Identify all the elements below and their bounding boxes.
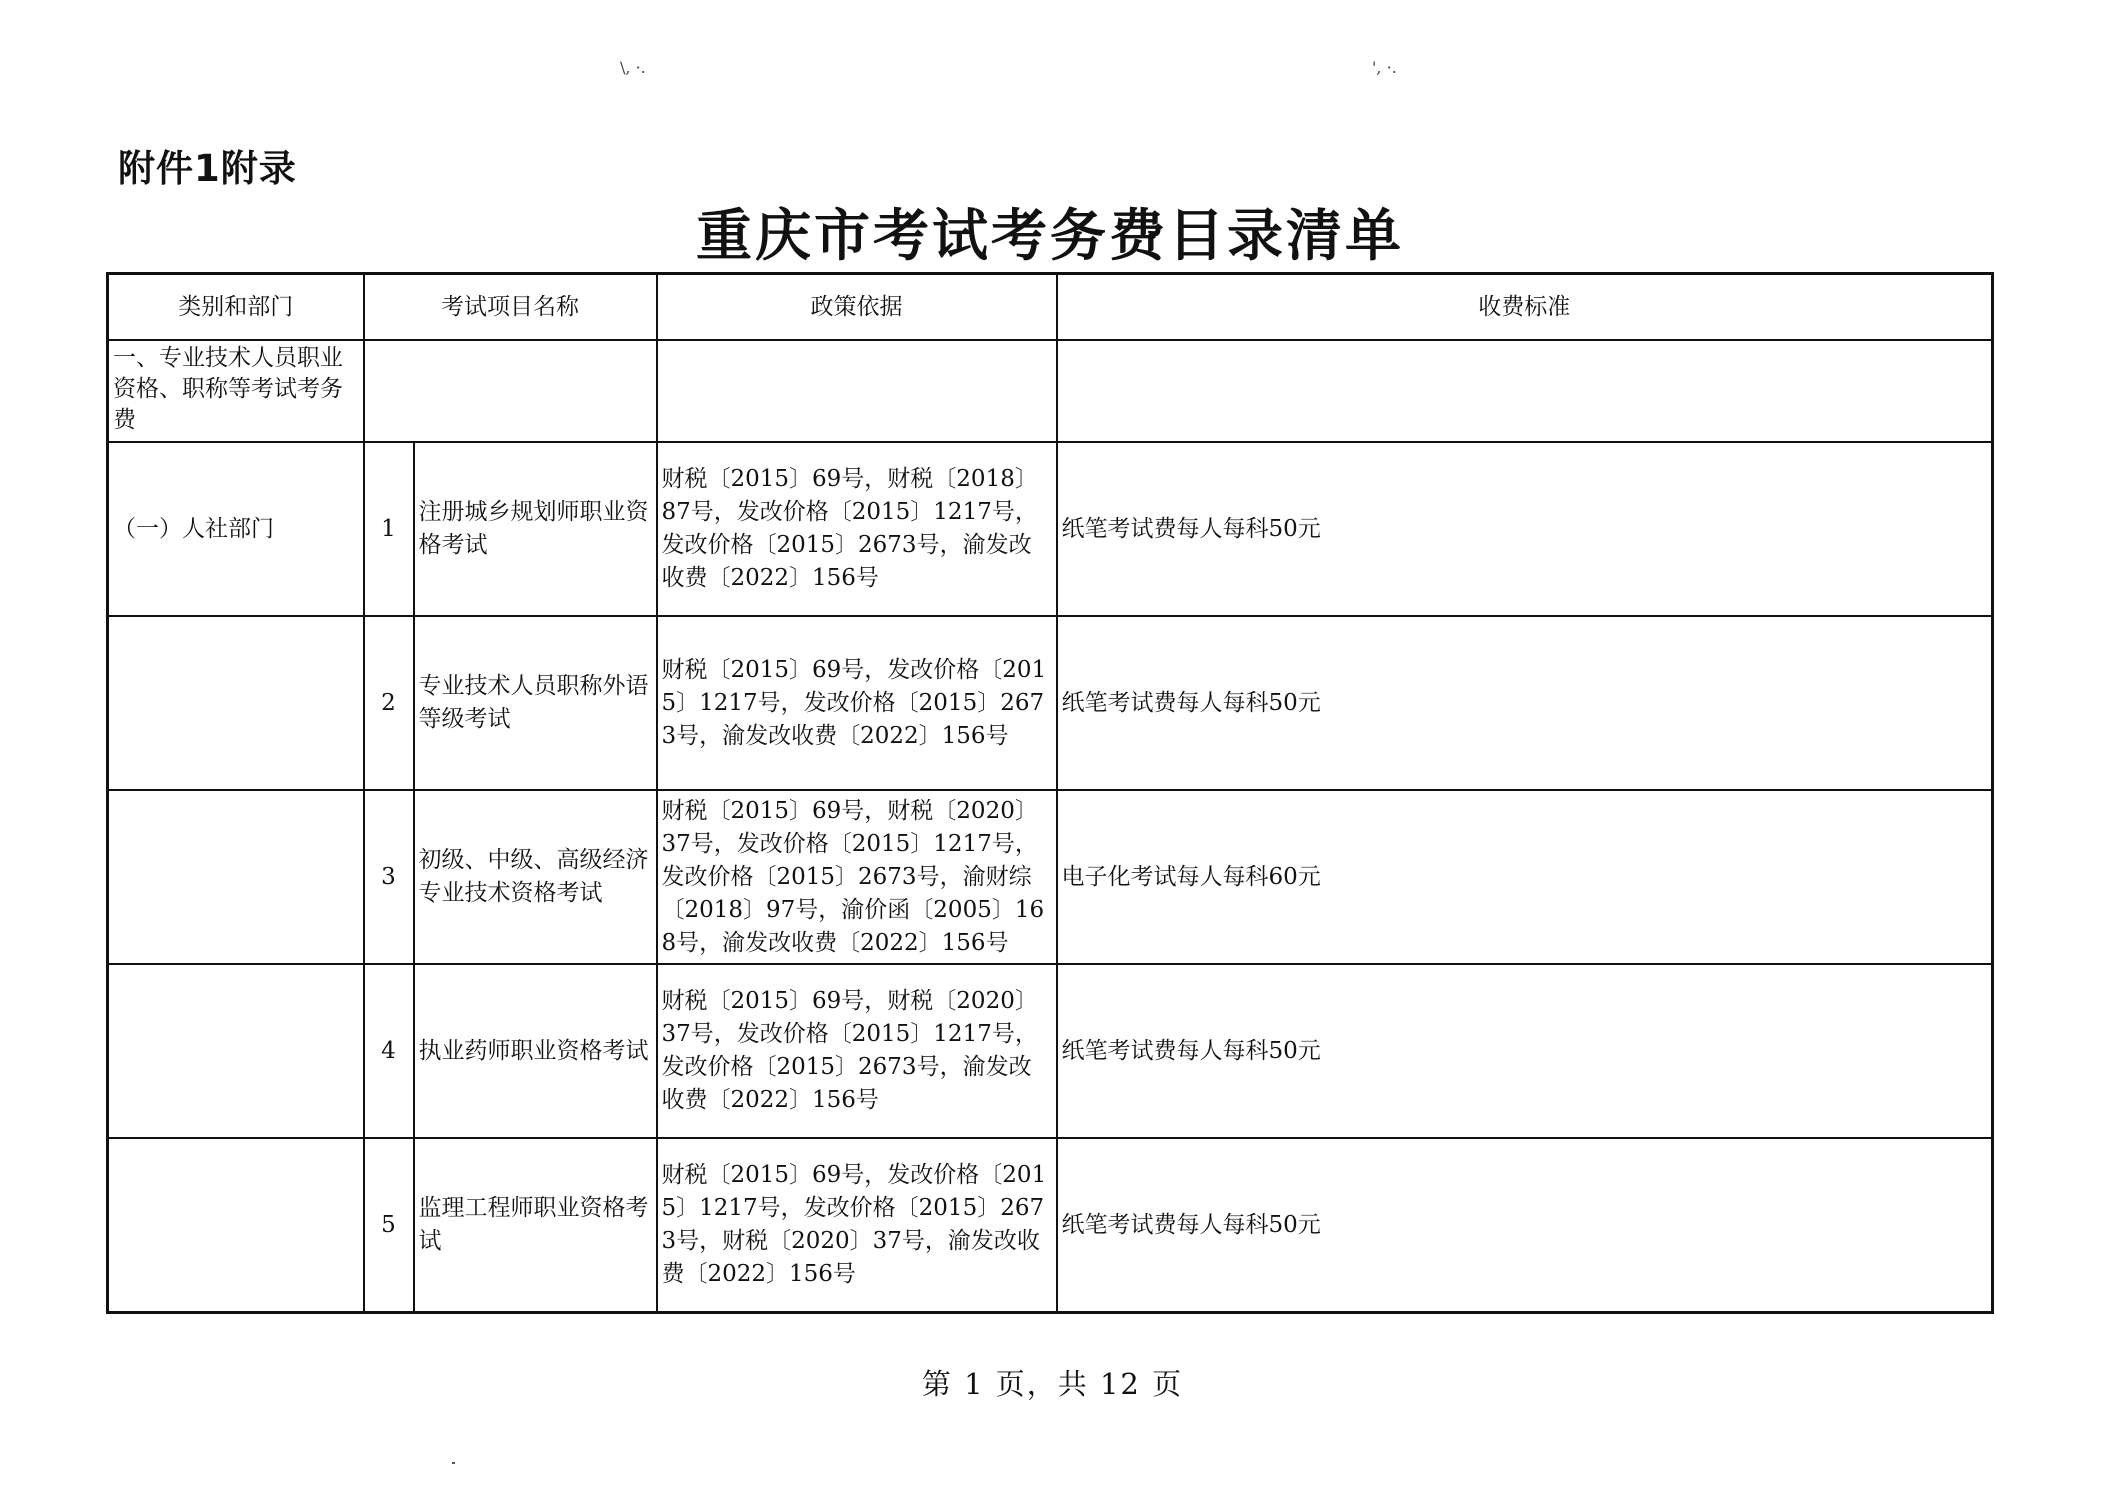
row-policy: 财税〔2015〕69号，发改价格〔2015〕1217号，发改价格〔2015〕2673号，渝发改收费〔2022〕156号 [657,616,1057,790]
row-number: 4 [364,964,414,1138]
row-exam-name: 执业药师职业资格考试 [414,964,657,1138]
row-number: 2 [364,616,414,790]
row-category: （一）人社部门 [108,442,364,616]
section-empty-fee [1057,340,1993,442]
fee-catalog-table [106,272,1994,1314]
row-number: 5 [364,1138,414,1313]
scan-mark-left: \, ·. [620,58,646,77]
scan-dot [452,1462,455,1464]
row-category [108,790,364,964]
row-category [108,964,364,1138]
table-row [108,964,1993,1138]
section-label: 一、专业技术人员职业资格、职称等考试考务费 [108,340,364,442]
row-policy: 财税〔2015〕69号，财税〔2018〕87号，发改价格〔2015〕1217号，发改价格〔2015〕2673号，渝发改收费〔2022〕156号 [657,442,1057,616]
table-row [108,616,1993,790]
row-policy: 财税〔2015〕69号，财税〔2020〕37号，发改价格〔2015〕1217号，发改价格〔2015〕2673号，渝财综〔2018〕97号，渝价函〔2005〕168号，渝发改收费〔2022〕156号 [657,790,1057,964]
row-policy: 财税〔2015〕69号，财税〔2020〕37号，发改价格〔2015〕1217号，发改价格〔2015〕2673号，渝发改收费〔2022〕156号 [657,964,1057,1138]
scan-mark-right: ', ·. [1372,58,1397,77]
table-row [108,1138,1993,1313]
row-fee: 电子化考试每人每科60元 [1057,790,1993,964]
section-row [108,340,1993,442]
row-fee: 纸笔考试费每人每科50元 [1057,1138,1993,1313]
row-exam-name: 注册城乡规划师职业资格考试 [414,442,657,616]
row-exam-name: 专业技术人员职称外语等级考试 [414,616,657,790]
row-policy: 财税〔2015〕69号，发改价格〔2015〕1217号，发改价格〔2015〕2673号，财税〔2020〕37号，渝发改收费〔2022〕156号 [657,1138,1057,1313]
section-empty-exam [364,340,657,442]
header-fee-standard: 收费标准 [1057,274,1993,341]
row-fee: 纸笔考试费每人每科50元 [1057,442,1993,616]
header-policy: 政策依据 [657,274,1057,341]
row-category [108,616,364,790]
row-number: 1 [364,442,414,616]
header-exam-name: 考试项目名称 [364,274,657,341]
row-exam-name: 监理工程师职业资格考试 [414,1138,657,1313]
row-exam-name: 初级、中级、高级经济专业技术资格考试 [414,790,657,964]
table-row [108,790,1993,964]
header-category: 类别和部门 [108,274,364,341]
row-fee: 纸笔考试费每人每科50元 [1057,616,1993,790]
page-number-footer: 第 1 页，共 12 页 [921,1367,1184,1401]
table-header-row [108,274,1993,341]
row-fee: 纸笔考试费每人每科50元 [1057,964,1993,1138]
row-number: 3 [364,790,414,964]
section-empty-policy [657,340,1057,442]
row-category [108,1138,364,1313]
document-title: 重庆市考试考务费目录清单 [696,203,1404,269]
attachment-label: 附件1附录 [118,147,297,190]
table-row [108,442,1993,616]
